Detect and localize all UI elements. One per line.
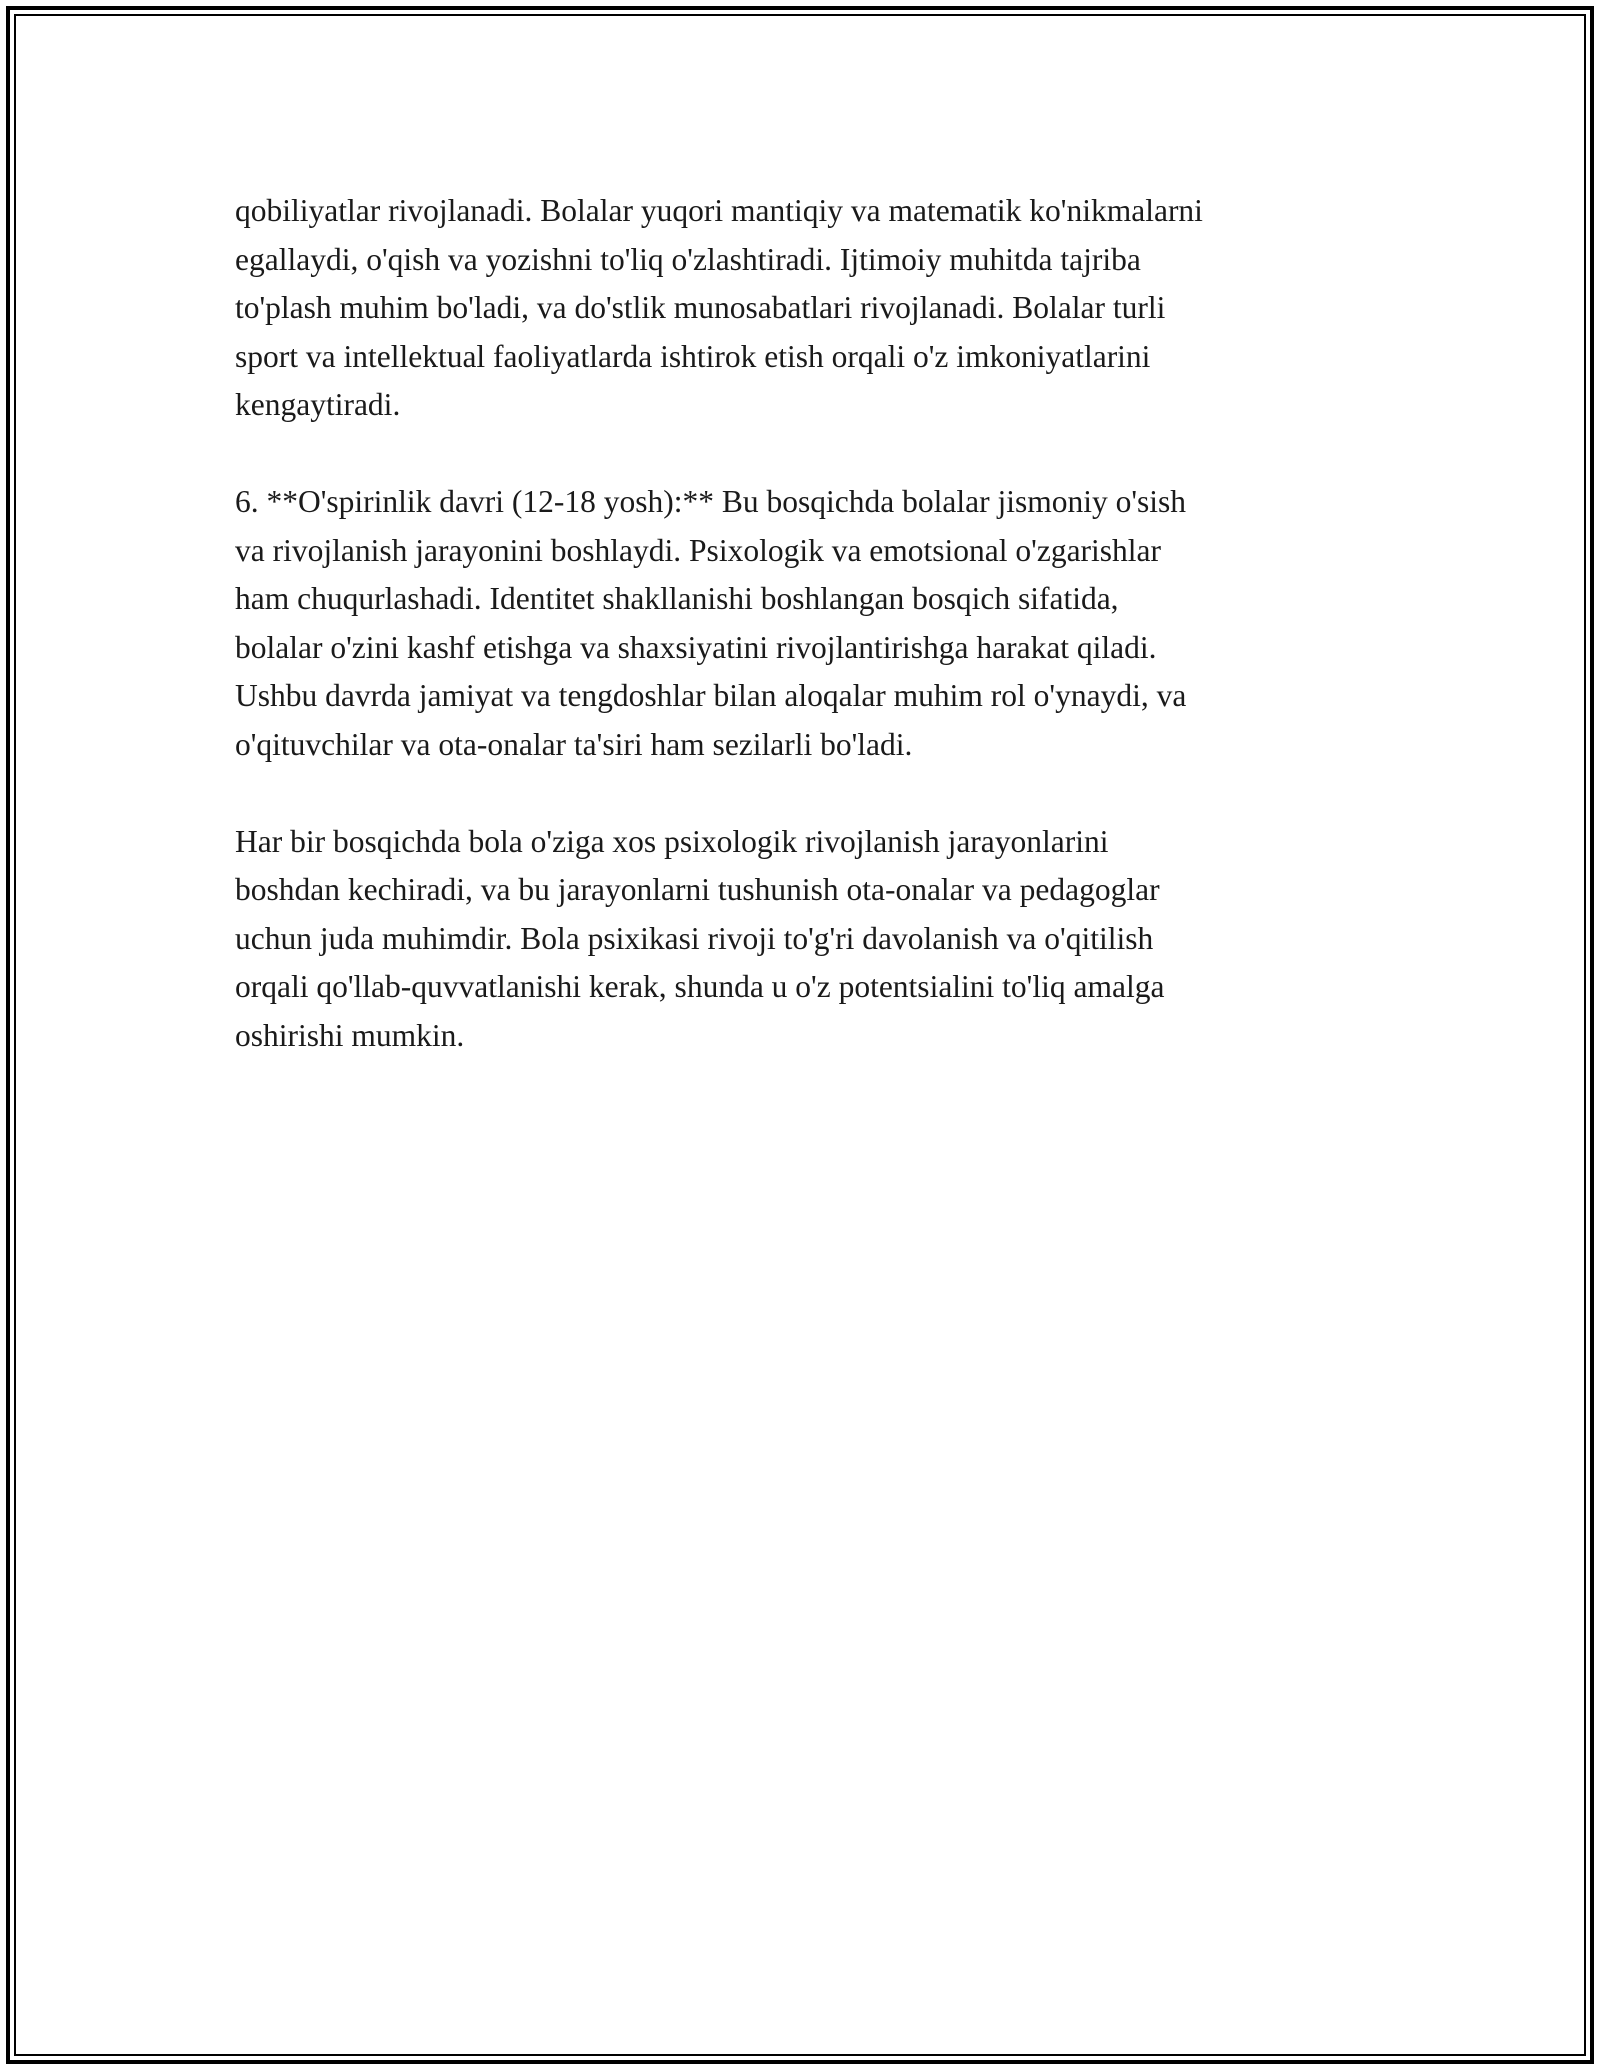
text-line: sport va intellektual faoliyatlarda ishtirok etish orqali o'z imkoniyatlarini — [235, 338, 1151, 374]
text-line: va rivojlanish jarayonini boshlaydi. Psixologik va emotsional o'zgarishlar — [235, 532, 1162, 568]
text-line: Har bir bosqichda bola o'ziga xos psixologik rivojlanish jarayonlarini — [235, 823, 1109, 859]
text-line: Ushbu davrda jamiyat va tengdoshlar bilan aloqalar muhim rol o'ynaydi, va — [235, 678, 1187, 713]
text-line: oshirishi mumkin. — [235, 1017, 465, 1053]
text-line: egallaydi, o'qish va yozishni to'liq o'zlashtiradi. Ijtimoiy muhitda tajriba — [235, 241, 1141, 277]
paragraph-adolescence-period — [235, 478, 1380, 769]
text-line: boshdan kechiradi, va bu jarayonlarni tushunish ota-onalar va pedagoglar — [235, 872, 1160, 907]
text-line: o'qituvchilar va ota-onalar ta'siri ham sezilarli bo'ladi. — [235, 726, 913, 762]
document-body — [235, 187, 1380, 1109]
text-line: qobiliyatlar rivojlanadi. Bolalar yuqori mantiqiy va matematik ko'nikmalarni — [235, 193, 1203, 228]
text-line: kengaytiradi. — [235, 387, 401, 422]
text-line: ham chuqurlashadi. Identitet shakllanishi boshlangan bosqich sifatida, — [235, 581, 1119, 616]
text-line: uchun juda muhimdir. Bola psixikasi rivoji to'g'ri davolanish va o'qitilish — [235, 920, 1154, 956]
text-line: 6. **O'spirinlik davri (12-18 yosh):** Bu bosqichda bolalar jismoniy o'sish — [235, 484, 1187, 519]
text-line: bolalar o'zini kashf etishga va shaxsiyatini rivojlantirishga harakat qiladi. — [235, 629, 1157, 665]
text-line: to'plash muhim bo'ladi, va do'stlik munosabatlari rivojlanadi. Bolalar turli — [235, 290, 1166, 325]
text-line: orqali qo'llab-quvvatlanishi kerak, shunda u o'z potentsialini to'liq amalga — [235, 969, 1165, 1004]
paragraph-intellectual-development — [235, 187, 1380, 430]
paragraph-conclusion — [235, 818, 1380, 1061]
